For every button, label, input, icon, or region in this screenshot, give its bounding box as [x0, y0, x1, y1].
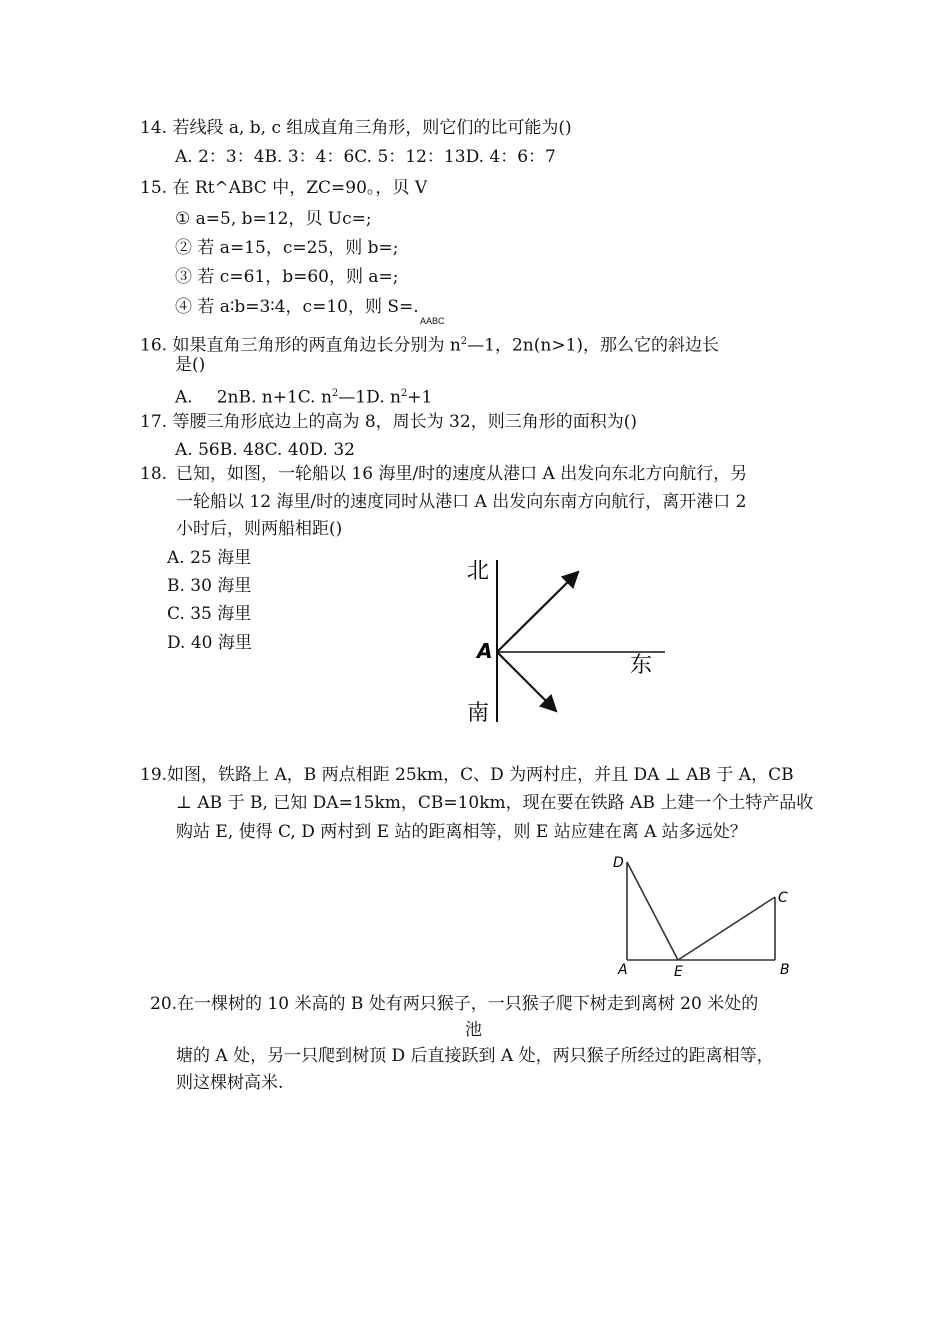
q16-stem [140, 331, 719, 357]
q16-opt-rest-1: 2nB. n+1C. n [216, 387, 332, 408]
q14-stem: 14. 若线段 a, b, c 组成直角三角形，则它们的比可能为() [140, 118, 572, 138]
q15-item-4: ④ 若 a∶b=3∶4，c=10，则 S=. [175, 297, 419, 317]
q16-opt-rest-2: —1D. n [338, 387, 401, 408]
q18-option-b: B. 30 海里 [167, 576, 252, 596]
q16-sup-3: 2 [400, 388, 408, 399]
q17-options: A. 56B. 48C. 40D. 32 [175, 440, 355, 460]
q16-stem-line2: 是() [175, 355, 206, 375]
q19-railway-figure [605, 850, 805, 980]
q16-sup-2: 2 [331, 388, 339, 399]
q19-label-d: D [613, 855, 624, 871]
q19-line-3: 购站 E, 使得 C, D 两村到 E 站的距离相等，则 E 站应建在离 A 站多远处？ [176, 822, 747, 842]
q19-label-c: C [778, 890, 788, 906]
q18-point-a-label: A [477, 639, 493, 663]
q20-line-3: 则这棵树高米. [176, 1073, 284, 1093]
q18-line-2: 一轮船以 12 海里/时的速度同时从港口 A 出发向东南方向航行，离开港口 2 [176, 492, 747, 512]
q14-options: A. 2：3：4B. 3：4：6C. 5：12：13D. 4：6：7 [175, 147, 556, 167]
q18-southeast-arrow [497, 652, 556, 711]
q20-line-1b: 池 [465, 1020, 482, 1040]
q15-stem: 15. 在 Rt^ABC 中，ZC=90。，贝 V [140, 178, 428, 198]
q17-stem: 17. 等腰三角形底边上的高为 8，周长为 32，则三角形的面积为() [140, 412, 637, 432]
q16-stem-part2: —1，2n(n>1)，那么它的斜边长 [467, 335, 720, 356]
q19-de-segment [627, 862, 678, 960]
q18-line-1: 已知，如图，一轮船以 16 海里/时的速度从港口 A 出发向东北方向航行，另 [176, 464, 748, 484]
q20-line-1: 20.在一棵树的 10 米高的 B 处有两只猴子，一只猴子爬下树走到离树 20 米处的 [150, 994, 759, 1014]
q16-options [175, 383, 432, 409]
q15-item-3: ③ 若 c=61，b=60，则 a=; [175, 267, 399, 287]
q18-option-c: C. 35 海里 [167, 604, 252, 624]
q19-label-a: A [618, 962, 628, 978]
q18-number: 18. [140, 464, 168, 484]
q18-option-d: D. 40 海里 [167, 633, 252, 653]
q19-line-2: ⊥ AB 于 B, 已知 DA=15km，CB=10km，现在要在铁路 AB 上建一个土特产品收 [176, 793, 814, 813]
q19-ce-segment [678, 897, 775, 960]
q18-east-label: 东 [630, 653, 653, 678]
q16-opt-rest-3: +1 [407, 387, 433, 408]
q19-label-e: E [674, 964, 683, 980]
q15-item-1: ① a=5, b=12，贝 Uc=; [175, 209, 372, 229]
q16-opt-a: A. [175, 387, 193, 408]
q20-line-2: 塘的 A 处，另一只爬到树顶 D 后直接跃到 A 处，两只猴子所经过的距离相等， [176, 1046, 774, 1066]
q18-line-3: 小时后，则两船相距() [176, 519, 343, 539]
q18-option-a: A. 25 海里 [167, 548, 252, 568]
q19-line-1: 19.如图，铁路上 A，B 两点相距 25km，C、D 为两村庄，并且 DA ⊥ AB 于 A，CB [140, 765, 794, 785]
q18-south-label: 南 [467, 701, 490, 726]
q16-sup: 2 [460, 336, 468, 347]
q15-item-2: ② 若 a=15，c=25，则 b=; [175, 238, 399, 258]
q15-subscript: AABC [420, 316, 445, 326]
q18-compass-figure [455, 550, 695, 730]
q19-label-b: B [780, 962, 790, 978]
q16-stem-part1: 16. 如果直角三角形的两直角边长分别为 n [140, 335, 461, 356]
q18-north-label: 北 [467, 559, 490, 584]
q18-northeast-arrow [497, 572, 578, 652]
